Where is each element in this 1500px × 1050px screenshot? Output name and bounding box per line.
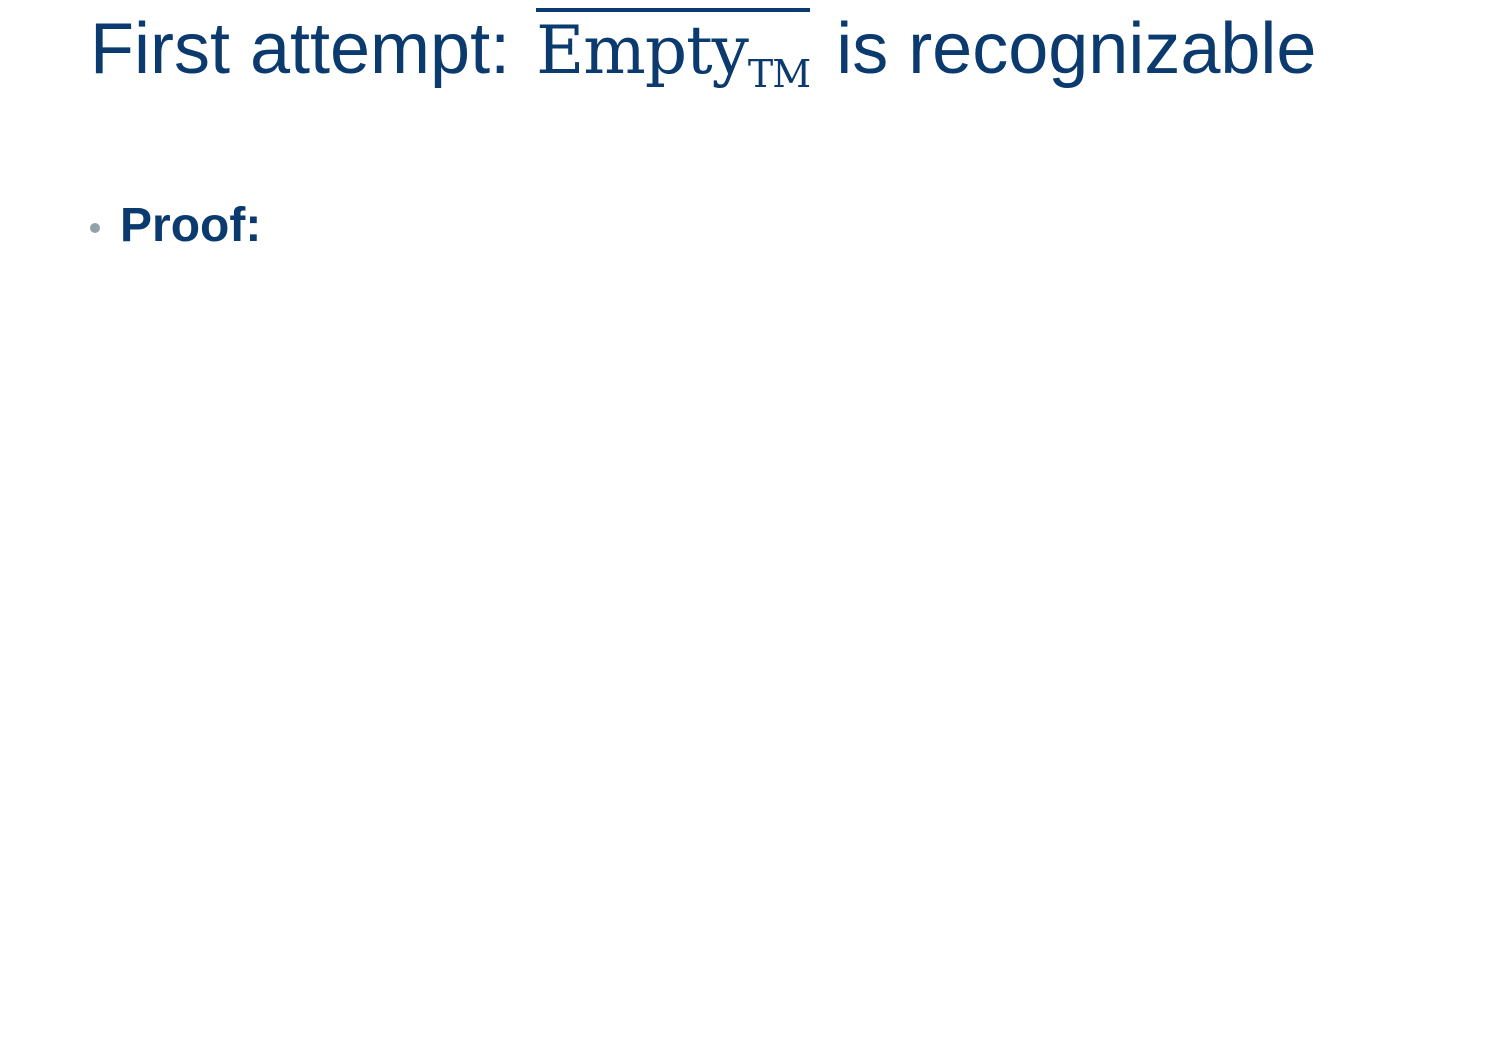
title-math-subscript: TM <box>747 52 811 96</box>
title-math-main: Empty <box>536 12 748 89</box>
bullet-list <box>90 196 261 256</box>
bullet-dot-icon <box>90 223 100 233</box>
title-math-overline-term <box>536 8 811 96</box>
bullet-item-proof <box>90 196 261 256</box>
title-suffix: is recognizable <box>816 9 1317 89</box>
slide-title <box>90 4 1316 94</box>
title-prefix: First attempt: <box>90 9 531 89</box>
bullet-label: Proof: <box>120 199 262 252</box>
